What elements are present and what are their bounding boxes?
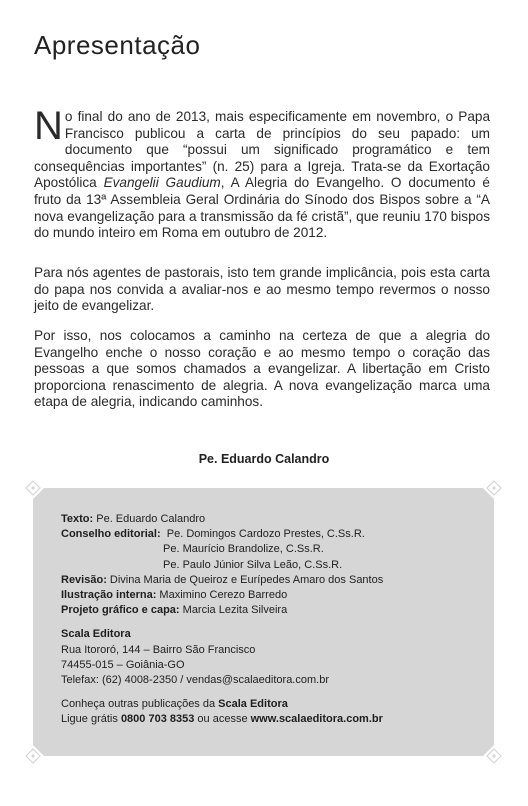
credit-conselho-member: Pe. Paulo Júnior Silva Leão, C.Ss.R.: [163, 558, 343, 571]
promo-contact-line: Ligue grátis 0800 703 8353 ou acesse www.scalaeditora.com.br: [61, 713, 383, 726]
diamond-ornament-icon: [22, 477, 44, 499]
author-signature: Pe. Eduardo Calandro: [198, 452, 330, 466]
credit-conselho: Conselho editorial: Pe. Domingos Cardozo Prestes, C.Ss.R.: [61, 528, 365, 541]
credit-ilustracao: Ilustração interna: Maximino Cerezo Barredo: [61, 589, 288, 602]
intro-paragraph: [34, 104, 490, 242]
document-title-italic: Evangelii Gaudium: [103, 175, 221, 191]
credit-conselho-member: Pe. Maurício Brandolize, C.Ss.R.: [163, 543, 324, 556]
publisher-address: Rua Itororó, 144 – Bairro São Francisco: [61, 643, 256, 656]
credits-text: [61, 512, 383, 728]
page-title: Apresentação: [34, 30, 201, 60]
credit-projeto: Projeto gráfico e capa: Marcia Lezita Silveira: [61, 604, 288, 617]
publisher-cep: 74455-015 – Goiânia-GO: [61, 658, 185, 671]
credit-texto: Texto: Pe. Eduardo Calandro: [61, 513, 206, 525]
promo-line: Conheça outras publicações da Scala Editora: [61, 698, 288, 711]
publisher-name: Scala Editora: [61, 628, 131, 641]
intro-paragraph-text: [34, 104, 490, 241]
diamond-ornament-icon: [483, 477, 505, 499]
publisher-contact: Telefax: (62) 4008-2350 / vendas@scalaeditora.com.br: [61, 674, 329, 687]
third-paragraph: Por isso, nos colocamos a caminho na certeza de que a alegria do Evangelho enche o nosso coração e ao mesmo tempo o coração das pessoas a que somos chamados a evangelizar. A libertação em Cristo proporciona renascimento de alegria. A nova evangelização marca uma etapa de alegria, indicando caminhos.: [34, 328, 490, 410]
paragraph-segment: o final do ano de 2013, mais especificamente em novembro, o Papa Francisco publicou a carta de princípios do seu papado: um documento que “possui um significado programático e tem consequências importantes” (n. 25) para a Igreja. Trata-se da Exortação Apostólica: [34, 109, 490, 191]
second-paragraph: Para nós agentes de pastorais, isto tem grande implicância, pois esta carta do papa nos convida a avaliar-nos e ao mesmo tempo revermos o nosso jeito de evangelizar.: [34, 265, 490, 314]
credit-revisao: Revisão: Divina Maria de Queiroz e Eurípedes Amaro dos Santos: [61, 573, 384, 586]
drop-cap: N: [34, 104, 63, 148]
paragraph-segment: , A Alegria do Evangelho. O documento é fruto da 13ª Assembleia Geral Ordinária do Sínodo dos Bispos sobre a “A nova evangelização para a transmissão da fé cristã”, que reuniu 170 bispos do mundo inteiro em Roma em outubro de 2012.: [34, 175, 490, 241]
diamond-ornament-icon: [483, 745, 505, 767]
diamond-ornament-icon: [22, 745, 44, 767]
